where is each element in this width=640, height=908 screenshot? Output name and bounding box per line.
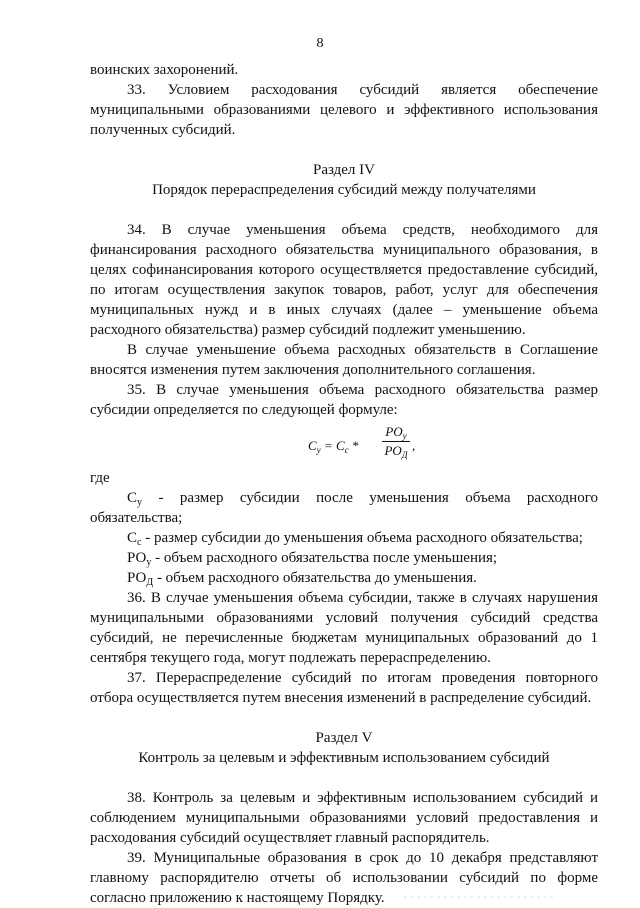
paragraph-36: 36. В случае уменьшения объема субсидии, также в случаях нарушения муниципальными образованиями условий получения субсидий средства субсидий, не перечисленные бюджетам муниципальных образований до 1 сентября текущего года, могут подлежать перераспределению. — [90, 590, 598, 666]
where-label: где — [90, 470, 110, 486]
section-v-title: Контроль за целевым и эффективным использованием субсидий — [138, 750, 550, 766]
paragraph-32-tail: воинских захоронений. — [90, 62, 239, 78]
formula-comma: , — [412, 438, 416, 453]
section-v-heading: Раздел V — [315, 730, 373, 746]
definition-roy: $РО_у$ - объем расходного обязательства после уменьшения; — [127, 550, 498, 568]
definition-cc: $С_с$ - размер субсидии до уменьшения объема расходного обязательства; — [127, 530, 583, 548]
fraction-bar — [382, 441, 410, 442]
formula-lhs: $C_у = C_с$ * — [308, 438, 359, 455]
section-iv-heading: Раздел IV — [312, 162, 375, 178]
paragraph-33: 33. Условием расходования субсидий является обеспечение муниципальными образованиями целевого и эффективного использования полученных субсидий. — [90, 82, 598, 138]
paragraph-39: 39. Муниципальные образования в срок до 10 декабря представляют главному распорядителю отчеты об использовании субсидий по форме согласно приложению к настоящему Порядку. — [90, 850, 598, 906]
paragraph-35: 35. В случае уменьшения объема расходного обязательства размер субсидии определяется по следующей формуле: — [90, 382, 598, 418]
formula-denominator: $PO_Д$ — [384, 443, 408, 460]
formula-numerator: $PO_у$ — [385, 424, 407, 441]
formula-fraction — [382, 424, 410, 459]
paragraph-34: 34. В случае уменьшения объема средств, необходимого для финансирования расходного обязательства муниципального образования, в целях софинансирования которого осуществляется предоставление субсидий, по итогам осуществления закупок товаров, работ, услуг для обеспечения муниципальных нужд и в иных случаях (далее – уменьшение объема расходного обязательства) размер субсидий подлежит уменьшению. — [90, 222, 598, 338]
page-number: 8 — [316, 36, 324, 51]
reduction-formula — [90, 422, 598, 466]
paragraph-34-b: В случае уменьшение объема расходных обязательств в Соглашение вносятся изменения путем заключения дополнительного соглашения. — [90, 342, 598, 378]
paragraph-37: 37. Перераспределение субсидий по итогам проведения повторного отбора осуществляется путем внесения изменений в распределение субсидий. — [90, 670, 598, 706]
document-body — [90, 60, 598, 908]
definition-cy: $С_у$ - размер субсидии после уменьшения объема расходного обязательства; — [90, 490, 598, 526]
paragraph-38: 38. Контроль за целевым и эффективным использованием субсидий и соблюдением муниципальными образованиями условий предоставления и расходования субсидий осуществляет главный распорядитель. — [90, 790, 598, 846]
definition-rod: $РО_Д$ - объем расходного обязательства до уменьшения. — [127, 570, 477, 588]
footer-stamp: · · · · · · · · · · · · · · · · · · · · · · · — [404, 893, 555, 902]
section-iv-title: Порядок перераспределения субсидий между получателями — [152, 182, 536, 198]
